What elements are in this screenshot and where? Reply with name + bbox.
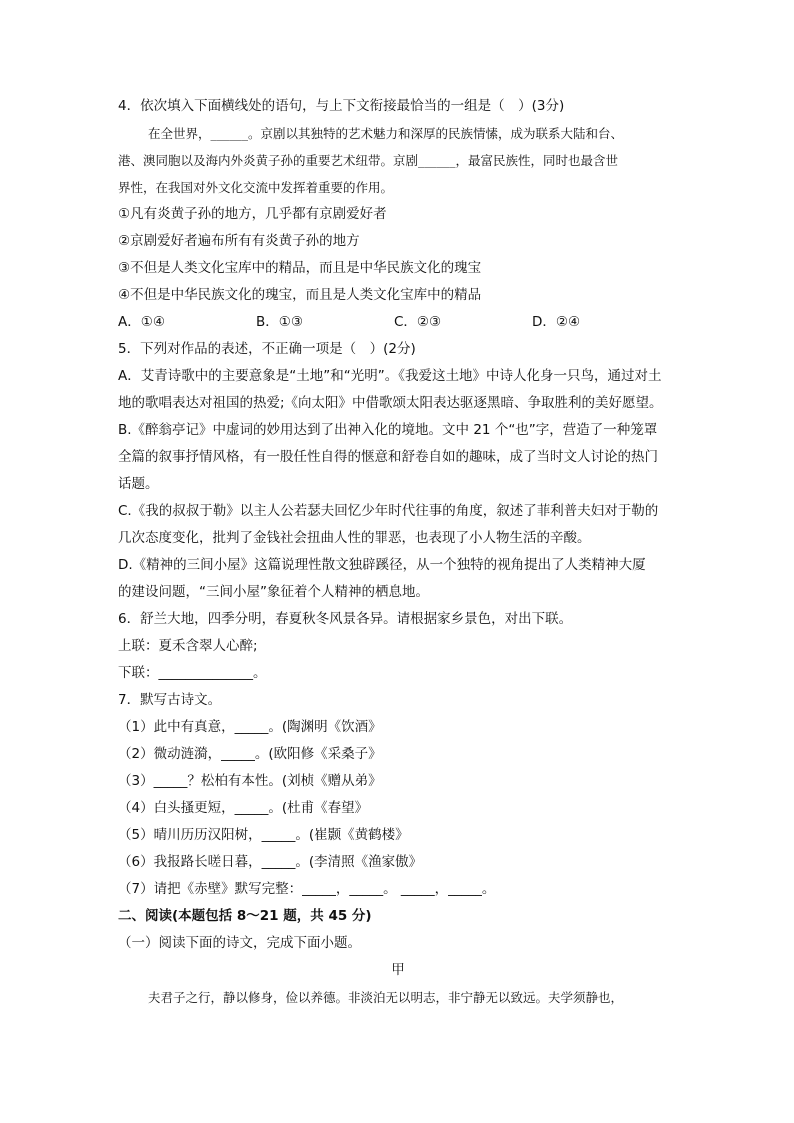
q5-line: 地的歌唱表达对祖国的热爱;《向太阳》中借歌颂太阳表达驱逐黑暗、争取胜利的美好愿望。	[118, 395, 663, 411]
q6-upper-couplet: 上联：夏禾含翠人心醉;	[118, 638, 258, 654]
q4-stem: 4．依次填入下面横线处的语句，与上下文衔接最恰当的一组是（ ）(3分)	[118, 98, 565, 114]
passage-heading: 甲	[391, 962, 405, 978]
q7-item: （2）微动涟漪，_____。(欧阳修《采桑子》	[118, 746, 382, 762]
q4-option-c: C．②③	[394, 314, 442, 330]
q5-line: B.《醉翁亭记》中虚词的妙用达到了出神入化的境地。文中 21 个“也”字，营造了一种笼罩	[118, 422, 658, 438]
q5-line: 的建设问题，“三间小屋”象征着个人精神的栖息地。	[118, 584, 429, 600]
q4-options	[118, 309, 678, 336]
q4-option-a: A．①④	[118, 314, 165, 330]
q7-item: （1）此中有真意，_____。(陶渊明《饮酒》	[118, 719, 382, 735]
q7-item: （5）晴川历历汉阳树，_____。(崔颢《黄鹤楼》	[118, 827, 409, 843]
q4-option-b: B．①③	[256, 314, 303, 330]
q5-line: 话题。	[118, 476, 159, 492]
q7-item: （6）我报路长嗟日暮，_____。(李清照《渔家傲》	[118, 854, 423, 870]
q7-item: （3）_____？松柏有本性。(刘桢《赠从弟》	[118, 773, 382, 789]
section-title: 二、阅读(本题包括 8～21 题，共 45 分)	[118, 908, 372, 924]
q5-line: 全篇的叙事抒情风格，有一股任性自得的惬意和舒卷自如的趣味，成了当时文人讨论的热门	[118, 449, 658, 465]
q4-item: ①凡有炎黄子孙的地方，几乎都有京剧爱好者	[118, 206, 387, 222]
q4-item: ④不但是中华民族文化的瑰宝，而且是人类文化宝库中的精品	[118, 287, 482, 303]
q7-item: （7）请把《赤壁》默写完整：_____，_____。 _____，_____。	[118, 881, 496, 897]
q4-passage-line: 在全世界，______。京剧以其独特的艺术魅力和深厚的民族情愫，成为联系大陆和台、	[148, 126, 624, 141]
q5-line: C.《我的叔叔于勒》以主人公若瑟夫回忆少年时代往事的角度，叙述了菲利普夫妇对于勒的	[118, 503, 659, 519]
q5-line: A．艾青诗歌中的主要意象是“土地”和“光明”。《我爱这土地》中诗人化身一只鸟，通过对土	[118, 368, 662, 384]
passage-text: 夫君子之行，静以修身，俭以养德。非淡泊无以明志，非宁静无以致远。夫学须静也，	[148, 990, 624, 1005]
q7-stem: 7．默写古诗文。	[118, 692, 222, 708]
q4-item: ③不但是人类文化宝库中的精品，而且是中华民族文化的瑰宝	[118, 260, 482, 276]
q6-stem: 6．舒兰大地，四季分明，春夏秋冬风景各异。请根据家乡景色，对出下联。	[118, 611, 573, 627]
q5-line: D.《精神的三间小屋》这篇说理性散文独辟蹊径，从一个独特的视角提出了人类精神大厦	[118, 557, 646, 573]
q5-line: 几次态度变化，批判了金钱社会扭曲人性的罪恶，也表现了小人物生活的辛酸。	[118, 530, 591, 546]
exam-page	[118, 93, 678, 1011]
q4-item: ②京剧爱好者遍布所有有炎黄子孙的地方	[118, 233, 360, 249]
q4-option-d: D．②④	[532, 314, 581, 330]
q6-lower-couplet: 下联：______________。	[118, 665, 267, 681]
section-subtitle: （一）阅读下面的诗文，完成下面小题。	[118, 935, 361, 951]
q7-item: （4）白头搔更短，_____。(杜甫《春望》	[118, 800, 369, 816]
q5-stem: 5．下列对作品的表述，不正确一项是（ ）(2分)	[118, 341, 416, 357]
q4-passage-line: 港、澳同胞以及海内外炎黄子孙的重要艺术纽带。京剧______，最富民族性，同时也最含世	[118, 153, 619, 168]
q4-passage-line: 界性，在我国对外文化交流中发挥着重要的作用。	[118, 180, 394, 195]
